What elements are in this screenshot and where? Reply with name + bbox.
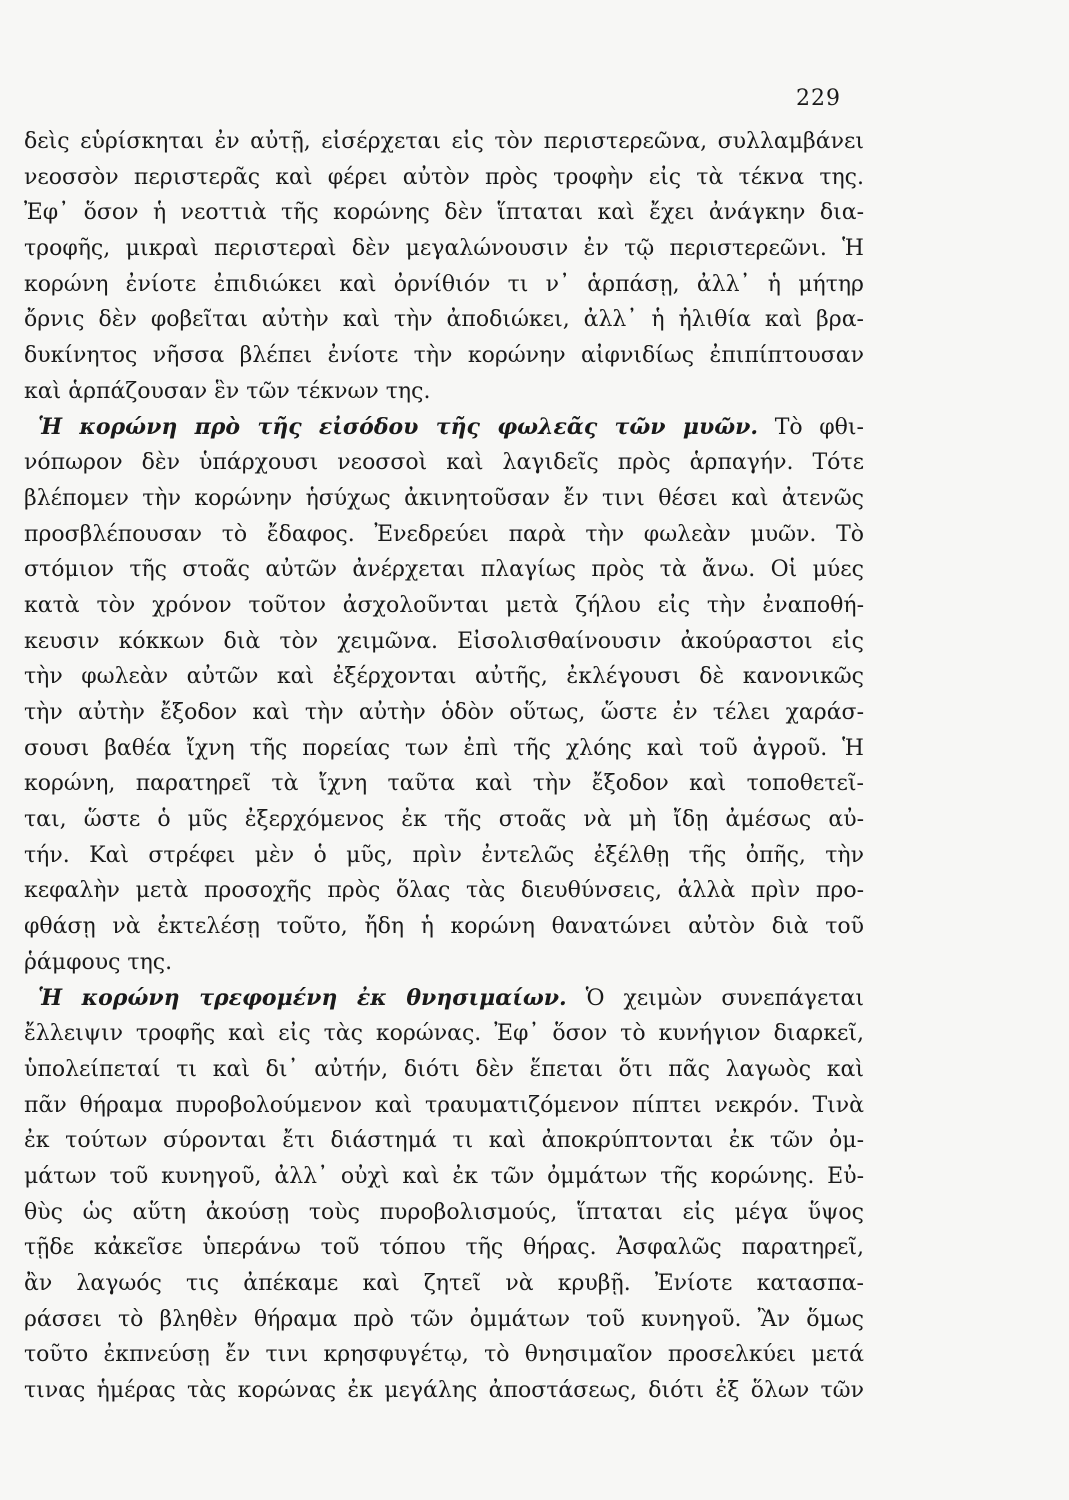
text-line: φθάσῃ νὰ ἐκτελέσῃ τοῦτο, ἤδη ἡ κορώνη θανατώνει αὐτὸν διὰ τοῦ: [24, 914, 864, 940]
text-line: κεφαλὴν μετὰ προσοχῆς πρὸς ὅλας τὰς διευθύνσεις, ἀλλὰ πρὶν προ-: [24, 878, 864, 904]
text-line: βλέπομεν τὴν κορώνην ἡσύχως ἀκινητοῦσαν ἔν τινι θέσει καὶ ἀτενῶς: [24, 485, 864, 511]
paragraph-1: [24, 124, 864, 410]
text-line: τινας ἡμέρας τὰς κορώνας ἐκ μεγάλης ἀποστάσεως, διότι ἐξ ὅλων τῶν: [24, 1378, 864, 1404]
text-line: Ἐφ᾽ ὅσον ἡ νεοττιὰ τῆς κορώνης δὲν ἵπταται καὶ ἔχει ἀνάγκην δια-: [24, 200, 864, 226]
text-line: δυκίνητος νῆσσα βλέπει ἐνίοτε τὴν κορώνην αἰφνιδίως ἐπιπίπτουσαν: [24, 343, 864, 369]
text-line: κευσιν κόκκων διὰ τὸν χειμῶνα. Εἰσολισθαίνουσιν ἀκούραστοι εἰς: [24, 628, 864, 654]
text-line: ται, ὥστε ὁ μῦς ἐξερχόμενος ἐκ τῆς στοᾶς νὰ μὴ ἴδῃ ἀμέσως αὐ-: [24, 807, 864, 833]
text-line: νεοσσὸν περιστερᾶς καὶ φέρει αὐτὸν πρὸς τροφὴν εἰς τὰ τέκνα της.: [24, 164, 864, 190]
text-line: τήν. Καὶ στρέφει μὲν ὁ μῦς, πρὶν ἐντελῶς ἐξέλθῃ τῆς ὀπῆς, τὴν: [24, 842, 864, 868]
paragraph-3: [24, 981, 864, 1409]
heading-line: [24, 981, 864, 1017]
heading-line: [24, 410, 864, 446]
heading-line-rest: Τὸ φθι-: [774, 414, 864, 440]
page-number: 229: [796, 86, 841, 111]
section-heading: Ἡ κορώνη τρεφομένη ἐκ θνησιμαίων.: [38, 984, 567, 1011]
text-line: θὺς ὡς αὕτη ἀκούσῃ τοὺς πυροβολισμούς, ἵπταται εἰς μέγα ὕψος: [24, 1199, 864, 1225]
text-line: σουσι βαθέα ἴχνη τῆς πορείας των ἐπὶ τῆς χλόης καὶ τοῦ ἀγροῦ. Ἡ: [24, 735, 864, 761]
text-line: ἐκ τούτων σύρονται ἔτι διάστημά τι καὶ ἀποκρύπτονται ἐκ τῶν ὀμ-: [24, 1128, 864, 1154]
body-text: [24, 124, 864, 1409]
text-line: ἂν λαγωός τις ἀπέκαμε καὶ ζητεῖ νὰ κρυβῇ. Ἐνίοτε κατασπα-: [24, 1271, 864, 1296]
text-line: καὶ ἁρπάζουσαν ἓν τῶν τέκνων της.: [24, 378, 431, 404]
text-line: τοῦτο ἐκπνεύσῃ ἔν τινι κρησφυγέτῳ, τὸ θνησιμαῖον προσελκύει μετά: [24, 1342, 864, 1368]
text-line: ῥάμφους της.: [24, 949, 173, 975]
text-line: τῇδε κἀκεῖσε ὑπεράνω τοῦ τόπου τῆς θήρας. Ἀσφαλῶς παρατηρεῖ,: [24, 1235, 864, 1261]
text-line: τὴν αὐτὴν ἔξοδον καὶ τὴν αὐτὴν ὁδὸν οὕτως, ὥστε ἐν τέλει χαράσ-: [24, 700, 864, 725]
text-line: στόμιον τῆς στοᾶς αὐτῶν ἀνέρχεται πλαγίως πρὸς τὰ ἄνω. Οἱ μύες: [24, 557, 864, 583]
text-line: πᾶν θήραμα πυροβολούμενον καὶ τραυματιζόμενον πίπτει νεκρόν. Τινὰ: [24, 1092, 864, 1118]
text-line: ὄρνις δὲν φοβεῖται αὐτὴν καὶ τὴν ἀποδιώκει, ἀλλ᾽ ἡ ἠλιθία καὶ βρα-: [24, 307, 864, 333]
text-line: ράσσει τὸ βληθὲν θήραμα πρὸ τῶν ὀμμάτων τοῦ κυνηγοῦ. Ἂν ὅμως: [24, 1306, 864, 1332]
paragraph-2: [24, 410, 864, 981]
text-line: κορώνη, παρατηρεῖ τὰ ἴχνη ταῦτα καὶ τὴν ἔξοδον καὶ τοποθετεῖ-: [24, 771, 864, 797]
text-line: τὴν φωλεὰν αὐτῶν καὶ ἐξέρχονται αὐτῆς, ἐκλέγουσι δὲ κανονικῶς: [24, 664, 864, 690]
text-line: ὑπολείπεταί τι καὶ δι᾽ αὐτήν, διότι δὲν ἕπεται ὅτι πᾶς λαγωὸς καὶ: [24, 1056, 864, 1082]
heading-line-rest: Ὁ χειμὼν συνεπάγεται: [585, 985, 865, 1011]
section-heading: Ἡ κορώνη πρὸ τῆς εἰσόδου τῆς φωλεᾶς τῶν μυῶν.: [38, 413, 759, 440]
text-line: νόπωρον δὲν ὑπάρχουσι νεοσσοὶ καὶ λαγιδεῖς πρὸς ἁρπαγήν. Τότε: [24, 450, 864, 476]
text-line: ἔλλειψιν τροφῆς καὶ εἰς τὰς κορώνας. Ἐφ᾽ ὅσον τὸ κυνήγιον διαρκεῖ,: [24, 1021, 864, 1047]
text-line: προσβλέπουσαν τὸ ἔδαφος. Ἐνεδρεύει παρὰ τὴν φωλεὰν μυῶν. Τὸ: [24, 521, 864, 547]
text-line: τροφῆς, μικραὶ περιστεραὶ δὲν μεγαλώνουσιν ἐν τῷ περιστερεῶνι. Ἡ: [24, 236, 864, 262]
text-line: δεὶς εὑρίσκηται ἐν αὐτῇ, εἰσέρχεται εἰς τὸν περιστερεῶνα, συλλαμβάνει: [24, 129, 864, 154]
text-line: κορώνη ἐνίοτε ἐπιδιώκει καὶ ὀρνίθιόν τι ν᾽ ἁρπάσῃ, ἀλλ᾽ ἡ μήτηρ: [24, 271, 864, 297]
text-line: μάτων τοῦ κυνηγοῦ, ἀλλ᾽ οὐχὶ καὶ ἐκ τῶν ὀμμάτων τῆς κορώνης. Εὐ-: [24, 1163, 864, 1189]
text-line: κατὰ τὸν χρόνον τοῦτον ἀσχολοῦνται μετὰ ζήλου εἰς τὴν ἐναποθή-: [24, 592, 864, 618]
